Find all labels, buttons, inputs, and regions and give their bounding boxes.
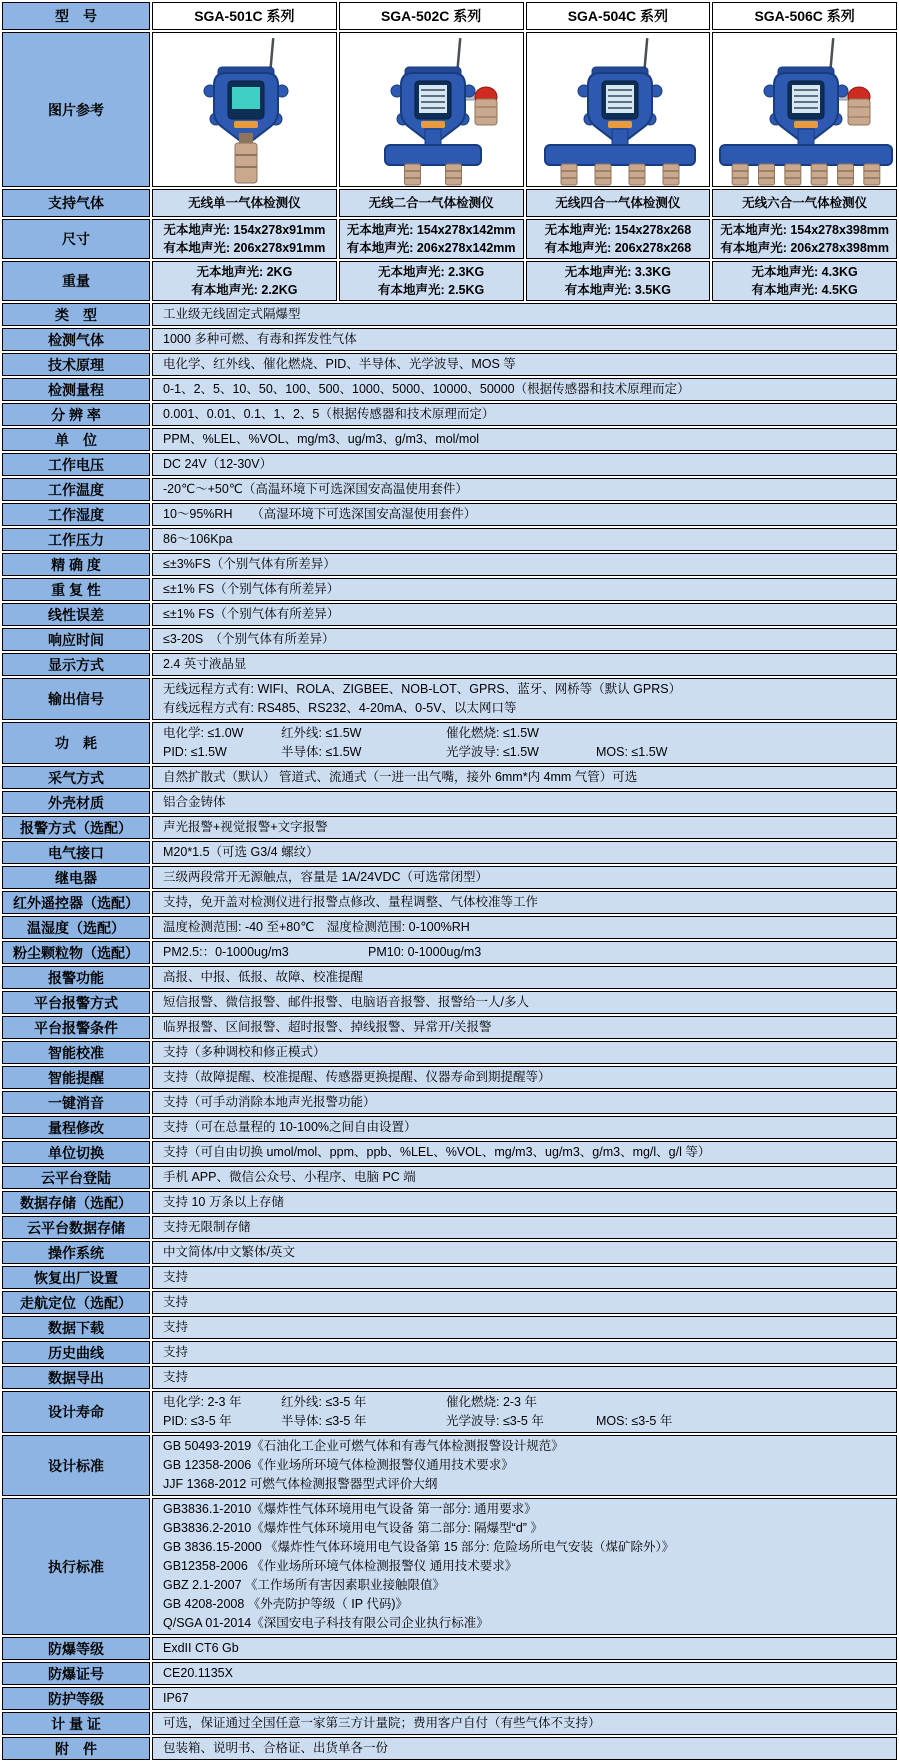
spec-row-label: 外壳材质 bbox=[2, 791, 150, 814]
spec-value-segment: 半导体: ≤1.5W bbox=[281, 745, 362, 759]
spec-row-label: 平台报警条件 bbox=[2, 1016, 150, 1039]
spec-row-label: 一键消音 bbox=[2, 1091, 150, 1114]
sensor-cylinder bbox=[629, 164, 645, 185]
spec-value-line: IP67 bbox=[163, 1691, 189, 1705]
spec-value-line bbox=[163, 743, 886, 762]
spec-value-line: GB 4208-2008 《外壳防护等级（ IP 代码)》 bbox=[163, 1597, 408, 1611]
spec-value-line: ≤±1% FS（个别气体有所差异） bbox=[163, 607, 340, 621]
spec-value-line: 中文简体/中文繁体/英文 bbox=[163, 1245, 295, 1259]
spec-value-line: GB 50493-2019《石油化工企业可燃气体和有毒气体检测报警设计规范》 bbox=[163, 1439, 564, 1453]
spec-value-segment: 半导体: ≤3-5 年 bbox=[281, 1414, 367, 1428]
spec-value-line: M20*1.5（可选 G3/4 螺纹） bbox=[163, 845, 319, 859]
spec-row-label: 粉尘颗粒物（选配） bbox=[2, 941, 150, 964]
spec-value-segment: 红外线: ≤3-5 年 bbox=[281, 1395, 367, 1409]
spec-row bbox=[2, 1166, 897, 1189]
product-value-line: 无线单一气体检测仪 bbox=[188, 196, 301, 210]
spec-row-label: 技术原理 bbox=[2, 353, 150, 376]
spec-value-line: Q/SGA 01-2014《深国安电子科技有限公司企业执行标准》 bbox=[163, 1616, 489, 1630]
spec-row bbox=[2, 866, 897, 889]
spec-row-label: 智能提醒 bbox=[2, 1066, 150, 1089]
spec-value-segment: 红外线: ≤1.5W bbox=[281, 726, 362, 740]
spec-row bbox=[2, 503, 897, 526]
spec-value-line: 支持（可在总量程的 10-100%之间自由设置） bbox=[163, 1120, 417, 1134]
spec-row-value bbox=[152, 453, 897, 476]
spec-row bbox=[2, 1291, 897, 1314]
spec-row-label: 报警方式（选配） bbox=[2, 816, 150, 839]
spec-value-line: GB3836.1-2010《爆炸性气体环境用电气设备 第一部分: 通用要求》 bbox=[163, 1502, 537, 1516]
spec-value-line: 高报、中报、低报、故障、校准提醒 bbox=[163, 970, 364, 984]
product-row-value bbox=[339, 261, 524, 301]
product-value-line: 无线六合一气体检测仪 bbox=[742, 196, 868, 210]
spec-value-line: 铝合金铸体 bbox=[163, 795, 226, 809]
spec-row-label: 设计寿命 bbox=[2, 1391, 150, 1433]
spec-row-label: 历史曲线 bbox=[2, 1341, 150, 1364]
model-header-sga-506c: SGA-506C 系列 bbox=[712, 2, 897, 30]
spec-value-line: ≤±3%FS（个别气体有所差异） bbox=[163, 557, 336, 571]
product-image-cell-2 bbox=[339, 32, 524, 187]
detector-body bbox=[204, 67, 288, 143]
spec-row-value bbox=[152, 1116, 897, 1139]
spec-row-label: 单 位 bbox=[2, 428, 150, 451]
spec-row bbox=[2, 1637, 897, 1660]
spec-row-label: 操作系统 bbox=[2, 1241, 150, 1264]
sensor-manifold bbox=[545, 145, 695, 165]
spec-row bbox=[2, 478, 897, 501]
spec-row-label: 分 辨 率 bbox=[2, 403, 150, 426]
spec-value-line: 自然扩散式（默认） 管道式、流通式（一进一出气嘴，接外 6mm*内 4mm 气管）可选 bbox=[163, 770, 638, 784]
spec-row-value bbox=[152, 1391, 897, 1433]
product-row-label: 支持气体 bbox=[2, 189, 150, 217]
spec-value-segment: 电化学: ≤1.0W bbox=[163, 726, 244, 740]
spec-row-label: 数据存储（选配） bbox=[2, 1191, 150, 1214]
spec-row bbox=[2, 1391, 897, 1433]
spec-row bbox=[2, 1435, 897, 1496]
spec-row-value bbox=[152, 816, 897, 839]
spec-row-label: 电气接口 bbox=[2, 841, 150, 864]
spec-row-value bbox=[152, 1166, 897, 1189]
spec-row bbox=[2, 1341, 897, 1364]
spec-value-line: 支持 bbox=[163, 1295, 189, 1309]
spec-row-value bbox=[152, 1066, 897, 1089]
spec-row-label: 云平台数据存储 bbox=[2, 1216, 150, 1239]
spec-row-label: 工作湿度 bbox=[2, 503, 150, 526]
sensor-cylinder bbox=[445, 164, 461, 185]
product-value-line: 无本地声光: 4.3KG bbox=[751, 265, 858, 279]
spec-row bbox=[2, 403, 897, 426]
product-value-line: 有本地声光: 2.5KG bbox=[377, 283, 485, 297]
spec-row bbox=[2, 453, 897, 476]
spec-row bbox=[2, 1066, 897, 1089]
spec-row bbox=[2, 1016, 897, 1039]
product-value-line: 有本地声光: 4.5KG bbox=[751, 283, 858, 297]
spec-value-line: 支持无限制存储 bbox=[163, 1220, 251, 1234]
spec-row-value bbox=[152, 1141, 897, 1164]
spec-value-line: 支持 10 万条以上存储 bbox=[163, 1195, 284, 1209]
spec-row-label: 工作温度 bbox=[2, 478, 150, 501]
spec-row-label: 附 件 bbox=[2, 1737, 150, 1760]
spec-row-value bbox=[152, 1266, 897, 1289]
spec-row-label: 防爆等级 bbox=[2, 1637, 150, 1660]
spec-row-value bbox=[152, 1041, 897, 1064]
spec-row-value bbox=[152, 1216, 897, 1239]
spec-row bbox=[2, 1241, 897, 1264]
spec-row bbox=[2, 1191, 897, 1214]
spec-value-line: DC 24V（12-30V） bbox=[163, 457, 273, 471]
spec-row-value bbox=[152, 653, 897, 676]
spec-row-value bbox=[152, 1016, 897, 1039]
spec-row-label: 响应时间 bbox=[2, 628, 150, 651]
spec-value-line: 支持（可手动消除本地声光报警功能） bbox=[163, 1095, 376, 1109]
spec-row bbox=[2, 353, 897, 376]
sensor-cylinder bbox=[595, 164, 611, 185]
spec-value-line: CE20.1135X bbox=[163, 1666, 233, 1680]
spec-value-line: 0-1、2、5、10、50、100、500、1000、5000、10000、50000（根据传感器和技术原理而定） bbox=[163, 382, 690, 396]
spec-value-line bbox=[163, 943, 886, 962]
sensor-cylinder bbox=[838, 164, 854, 185]
spec-value-line: 有线远程方式有: RS485、RS232、4-20mA、0-5V、以太网口等 bbox=[163, 701, 517, 715]
spec-row-label: 执行标准 bbox=[2, 1498, 150, 1635]
spec-value-line: 86～106Kpa bbox=[163, 532, 233, 546]
image-row bbox=[2, 32, 897, 187]
spec-row bbox=[2, 766, 897, 789]
product-row-value bbox=[526, 189, 711, 217]
spec-value-line: 三级两段常开无源触点，容量是 1A/24VDC（可选常闭型） bbox=[163, 870, 489, 884]
spec-row-label: 单位切换 bbox=[2, 1141, 150, 1164]
spec-row-value bbox=[152, 378, 897, 401]
spec-row bbox=[2, 1116, 897, 1139]
spec-row-value bbox=[152, 1498, 897, 1635]
spec-value-segment: PID: ≤1.5W bbox=[163, 745, 227, 759]
sensor-cylinder bbox=[404, 164, 420, 185]
spec-value-line: 无线远程方式有: WIFI、ROLA、ZIGBEE、NOB-LOT、GPRS、蓝牙、网桥等（默认 GPRS） bbox=[163, 682, 682, 696]
spec-value-line: 支持（故障提醒、校准提醒、传感器更换提醒、仪器寿命到期提醒等） bbox=[163, 1070, 551, 1084]
spec-row-label: 采气方式 bbox=[2, 766, 150, 789]
spec-row-label: 线性误差 bbox=[2, 603, 150, 626]
spec-value-line: 支持（多种调校和修正模式） bbox=[163, 1045, 326, 1059]
spec-row-label: 继电器 bbox=[2, 866, 150, 889]
spec-row-value bbox=[152, 1341, 897, 1364]
spec-row bbox=[2, 722, 897, 764]
spec-row-value bbox=[152, 1662, 897, 1685]
spec-row bbox=[2, 1712, 897, 1735]
spec-value-line bbox=[163, 1412, 886, 1431]
spec-row bbox=[2, 553, 897, 576]
spec-value-segment: 光学波导: ≤1.5W bbox=[446, 745, 539, 759]
sensor-cylinder bbox=[561, 164, 577, 185]
product-image-cell-1 bbox=[152, 32, 337, 187]
header-row bbox=[2, 2, 897, 30]
spec-value-line: 2.4 英寸液晶显 bbox=[163, 657, 247, 671]
spec-value-line: 声光报警+视觉报警+文字报警 bbox=[163, 820, 328, 834]
sensor-cylinder bbox=[732, 164, 748, 185]
sensor-cylinder bbox=[864, 164, 880, 185]
spec-value-line: GB12358-2006 《作业场所环境气体检测报警仪 通用技术要求》 bbox=[163, 1559, 518, 1573]
spec-row-label: 计 量 证 bbox=[2, 1712, 150, 1735]
sensor-manifold bbox=[385, 145, 481, 165]
spec-value-line: ≤±1% FS（个别气体有所差异） bbox=[163, 582, 340, 596]
sensor-cylinder bbox=[785, 164, 801, 185]
product-row-value bbox=[526, 261, 711, 301]
spec-value-line: ExdII CT6 Gb bbox=[163, 1641, 239, 1655]
spec-row-label: 重 复 性 bbox=[2, 578, 150, 601]
spec-value-line: GBZ 2.1-2007 《工作场所有害因素职业接触限值》 bbox=[163, 1578, 445, 1592]
spec-row-value bbox=[152, 603, 897, 626]
spec-row bbox=[2, 1041, 897, 1064]
product-row-value bbox=[152, 261, 337, 301]
spec-row bbox=[2, 1662, 897, 1685]
spec-row-label: 走航定位（选配） bbox=[2, 1291, 150, 1314]
spec-row-label: 量程修改 bbox=[2, 1116, 150, 1139]
sga-501c-device-image bbox=[153, 33, 337, 186]
spec-row bbox=[2, 1091, 897, 1114]
spec-value-line: -20℃～+50℃（高温环境下可选深国安高温使用套件） bbox=[163, 482, 468, 496]
product-row-label: 重量 bbox=[2, 261, 150, 301]
product-row-value bbox=[712, 189, 897, 217]
model-header-label: 型 号 bbox=[2, 2, 150, 30]
spec-row bbox=[2, 328, 897, 351]
spec-row bbox=[2, 528, 897, 551]
spec-value-segment: PID: ≤3-5 年 bbox=[163, 1414, 232, 1428]
spec-value-segment: 光学波导: ≤3-5 年 bbox=[446, 1414, 544, 1428]
spec-value-line: 1000 多种可燃、有毒和挥发性气体 bbox=[163, 332, 357, 346]
spec-value-line: 支持（可自由切换 umol/mol、ppm、ppb、%LEL、%VOL、mg/m3、ug/m3、g/m3、mg/l、g/l 等） bbox=[163, 1145, 711, 1159]
spec-value-line: PPM、%LEL、%VOL、mg/m3、ug/m3、g/m3、mol/mol bbox=[163, 432, 480, 446]
spec-row bbox=[2, 578, 897, 601]
sga-502c-device-image bbox=[340, 33, 524, 186]
spec-row-label: 功 耗 bbox=[2, 722, 150, 764]
spec-value-segment: 催化燃烧: 2-3 年 bbox=[446, 1395, 537, 1409]
product-row-value bbox=[712, 261, 897, 301]
model-header-sga-501c: SGA-501C 系列 bbox=[152, 2, 337, 30]
spec-value-line: 支持 bbox=[163, 1345, 189, 1359]
product-row-label: 尺寸 bbox=[2, 219, 150, 259]
spec-row-value bbox=[152, 941, 897, 964]
spec-row-value bbox=[152, 1316, 897, 1339]
spec-row bbox=[2, 791, 897, 814]
spec-row bbox=[2, 891, 897, 914]
spec-value-line: GB3836.2-2010《爆炸性气体环境用电气设备 第二部分: 隔爆型“d” 》 bbox=[163, 1521, 543, 1535]
model-header-sga-502c: SGA-502C 系列 bbox=[339, 2, 524, 30]
spec-row bbox=[2, 678, 897, 720]
spec-row-value bbox=[152, 503, 897, 526]
product-value-line: 有本地声光: 206x278x142mm bbox=[346, 241, 516, 255]
spec-value-line: 支持 bbox=[163, 1270, 189, 1284]
spec-row-value bbox=[152, 791, 897, 814]
spec-row-value bbox=[152, 528, 897, 551]
spec-row bbox=[2, 628, 897, 651]
product-row-value bbox=[712, 219, 897, 259]
spec-row bbox=[2, 303, 897, 326]
spec-value-line: 工业级无线固定式隔爆型 bbox=[163, 307, 301, 321]
spec-row-value bbox=[152, 1241, 897, 1264]
product-row bbox=[2, 189, 897, 217]
spec-value-line bbox=[163, 1393, 886, 1412]
spec-row bbox=[2, 816, 897, 839]
spec-row bbox=[2, 841, 897, 864]
spec-row-value bbox=[152, 1091, 897, 1114]
spec-value-line: 10～95%RH （高湿环境下可选深国安高湿使用套件） bbox=[163, 507, 477, 521]
spec-row-label: 类 型 bbox=[2, 303, 150, 326]
spec-row bbox=[2, 966, 897, 989]
product-value-line: 无线二合一气体检测仪 bbox=[368, 196, 494, 210]
spec-row-label: 工作压力 bbox=[2, 528, 150, 551]
spec-row-value bbox=[152, 303, 897, 326]
spec-row-value bbox=[152, 1737, 897, 1760]
spec-value-line: 支持，免开盖对检测仪进行报警点修改、量程调整、气体校准等工作 bbox=[163, 895, 539, 909]
product-row-value bbox=[339, 189, 524, 217]
spec-row bbox=[2, 1141, 897, 1164]
spec-row-value bbox=[152, 841, 897, 864]
product-image-cell-4 bbox=[712, 32, 897, 187]
product-value-line: 无本地声光: 154x278x268 bbox=[544, 223, 692, 237]
spec-row-value bbox=[152, 1366, 897, 1389]
spec-row-label: 防爆证号 bbox=[2, 1662, 150, 1685]
product-value-line: 有本地声光: 206x278x268 bbox=[544, 241, 692, 255]
product-row bbox=[2, 219, 897, 259]
product-row-value bbox=[339, 219, 524, 259]
sensor-manifold bbox=[720, 145, 892, 165]
product-value-line: 无本地声光: 3.3KG bbox=[564, 265, 671, 279]
spec-row-label: 智能校准 bbox=[2, 1041, 150, 1064]
spec-row-value bbox=[152, 478, 897, 501]
spec-value-line: 可选，保证通过全国任意一家第三方计量院；费用客户自付（有些气体不支持） bbox=[163, 1716, 601, 1730]
spec-row-value bbox=[152, 722, 897, 764]
spec-value-line: 0.001、0.01、0.1、1、2、5（根据传感器和技术原理而定） bbox=[163, 407, 495, 421]
sga-504c-device-image bbox=[527, 33, 711, 186]
spec-row-value bbox=[152, 1435, 897, 1496]
product-value-line: 有本地声光: 3.5KG bbox=[564, 283, 671, 297]
product-row-value bbox=[526, 219, 711, 259]
spec-row-value bbox=[152, 966, 897, 989]
product-value-line: 有本地声光: 206x278x398mm bbox=[720, 241, 890, 255]
spec-row-label: 恢复出厂设置 bbox=[2, 1266, 150, 1289]
spec-row-label: 检测气体 bbox=[2, 328, 150, 351]
spec-value-segment: PM10: 0-1000ug/m3 bbox=[368, 945, 482, 959]
product-value-line: 无本地声光: 154x278x91mm bbox=[163, 223, 326, 237]
spec-row-value bbox=[152, 1712, 897, 1735]
spec-row-value bbox=[152, 353, 897, 376]
sensor-cylinder bbox=[811, 164, 827, 185]
spec-value-segment: PM2.5:：0-1000ug/m3 bbox=[163, 945, 289, 959]
product-row-value bbox=[152, 189, 337, 217]
product-image-cell-3 bbox=[526, 32, 711, 187]
product-row-value bbox=[152, 219, 337, 259]
product-value-line: 有本地声光: 2.2KG bbox=[191, 283, 298, 297]
spec-row-value bbox=[152, 578, 897, 601]
spec-value-line: 短信报警、微信报警、邮件报警、电脑语音报警、报警给一人/多人 bbox=[163, 995, 529, 1009]
spec-row bbox=[2, 991, 897, 1014]
spec-value-line: 支持 bbox=[163, 1320, 189, 1334]
sga-506c-device-image bbox=[713, 33, 897, 186]
spec-value-segment: 电化学: 2-3 年 bbox=[163, 1395, 242, 1409]
spec-row-value bbox=[152, 328, 897, 351]
spec-row bbox=[2, 941, 897, 964]
spec-row-value bbox=[152, 916, 897, 939]
spec-row bbox=[2, 1216, 897, 1239]
spec-value-line: 支持 bbox=[163, 1370, 189, 1384]
spec-value-line: JJF 1368-2012 可燃气体检测报警器型式评价大纲 bbox=[163, 1477, 438, 1491]
product-value-line: 无本地声光: 2KG bbox=[196, 265, 293, 279]
sensor-cylinder bbox=[663, 164, 679, 185]
spec-row bbox=[2, 378, 897, 401]
spec-row-label: 平台报警方式 bbox=[2, 991, 150, 1014]
spec-row-value bbox=[152, 866, 897, 889]
spec-row-value bbox=[152, 678, 897, 720]
spec-value-line: 包装箱、说明书、合格证、出货单各一份 bbox=[163, 1741, 389, 1755]
spec-row-label: 数据下载 bbox=[2, 1316, 150, 1339]
spec-value-line: 手机 APP、微信公众号、小程序、电脑 PC 端 bbox=[163, 1170, 416, 1184]
product-value-line: 无线四合一气体检测仪 bbox=[555, 196, 681, 210]
spec-value-segment: MOS: ≤1.5W bbox=[596, 745, 668, 759]
spec-row-value bbox=[152, 403, 897, 426]
spec-row-value bbox=[152, 891, 897, 914]
spec-value-line: 临界报警、区间报警、超时报警、掉线报警、异常开/关报警 bbox=[163, 1020, 492, 1034]
spec-row-value bbox=[152, 1291, 897, 1314]
spec-row-label: 输出信号 bbox=[2, 678, 150, 720]
spec-row bbox=[2, 1316, 897, 1339]
spec-row-label: 设计标准 bbox=[2, 1435, 150, 1496]
spec-row-label: 防护等级 bbox=[2, 1687, 150, 1710]
sensor-cylinder bbox=[235, 143, 257, 183]
spec-row-value bbox=[152, 766, 897, 789]
spec-value-line: ≤3-20S （个别气体有所差异） bbox=[163, 632, 335, 646]
spec-value-segment: 催化燃烧: ≤1.5W bbox=[446, 726, 539, 740]
spec-row bbox=[2, 428, 897, 451]
spec-row bbox=[2, 603, 897, 626]
spec-row bbox=[2, 653, 897, 676]
spec-value-line: 温度检测范围: -40 至+80℃ 湿度检测范围: 0-100%RH bbox=[163, 920, 470, 934]
spec-value-line: GB 12358-2006《作业场所环境气体检测报警仪通用技术要求》 bbox=[163, 1458, 514, 1472]
spec-value-segment: MOS: ≤3-5 年 bbox=[596, 1414, 673, 1428]
spec-row-value bbox=[152, 553, 897, 576]
image-row-label: 图片参考 bbox=[2, 32, 150, 187]
product-value-line: 有本地声光: 206x278x91mm bbox=[163, 241, 326, 255]
spec-row-label: 报警功能 bbox=[2, 966, 150, 989]
spec-row-value bbox=[152, 1191, 897, 1214]
spec-row-label: 精 确 度 bbox=[2, 553, 150, 576]
spec-row bbox=[2, 1687, 897, 1710]
spec-row-label: 检测量程 bbox=[2, 378, 150, 401]
model-header-sga-504c: SGA-504C 系列 bbox=[526, 2, 711, 30]
spec-row-label: 数据导出 bbox=[2, 1366, 150, 1389]
product-row bbox=[2, 261, 897, 301]
spec-row bbox=[2, 1498, 897, 1635]
spec-row bbox=[2, 1366, 897, 1389]
spec-row-label: 工作电压 bbox=[2, 453, 150, 476]
spec-row-label: 云平台登陆 bbox=[2, 1166, 150, 1189]
spec-row-value bbox=[152, 428, 897, 451]
sensor-cylinder bbox=[759, 164, 775, 185]
product-value-line: 无本地声光: 154x278x398mm bbox=[720, 223, 890, 237]
spec-row-value bbox=[152, 1687, 897, 1710]
spec-value-line bbox=[163, 724, 886, 743]
product-value-line: 无本地声光: 154x278x142mm bbox=[346, 223, 516, 237]
spec-row-label: 温湿度（选配） bbox=[2, 916, 150, 939]
product-value-line: 无本地声光: 2.3KG bbox=[377, 265, 485, 279]
spec-row-value bbox=[152, 628, 897, 651]
spec-row bbox=[2, 1737, 897, 1760]
spec-value-line: GB 3836.15-2000 《爆炸性气体环境用电气设备第 15 部分: 危险场所电气安装（煤矿除外）》 bbox=[163, 1540, 675, 1554]
spec-row bbox=[2, 916, 897, 939]
spec-row bbox=[2, 1266, 897, 1289]
spec-row-value bbox=[152, 991, 897, 1014]
spec-row-label: 红外遥控器（选配） bbox=[2, 891, 150, 914]
spec-row-value bbox=[152, 1637, 897, 1660]
spec-row-label: 显示方式 bbox=[2, 653, 150, 676]
spec-value-line: 电化学、红外线、催化燃烧、PID、半导体、光学波导、MOS 等 bbox=[163, 357, 516, 371]
